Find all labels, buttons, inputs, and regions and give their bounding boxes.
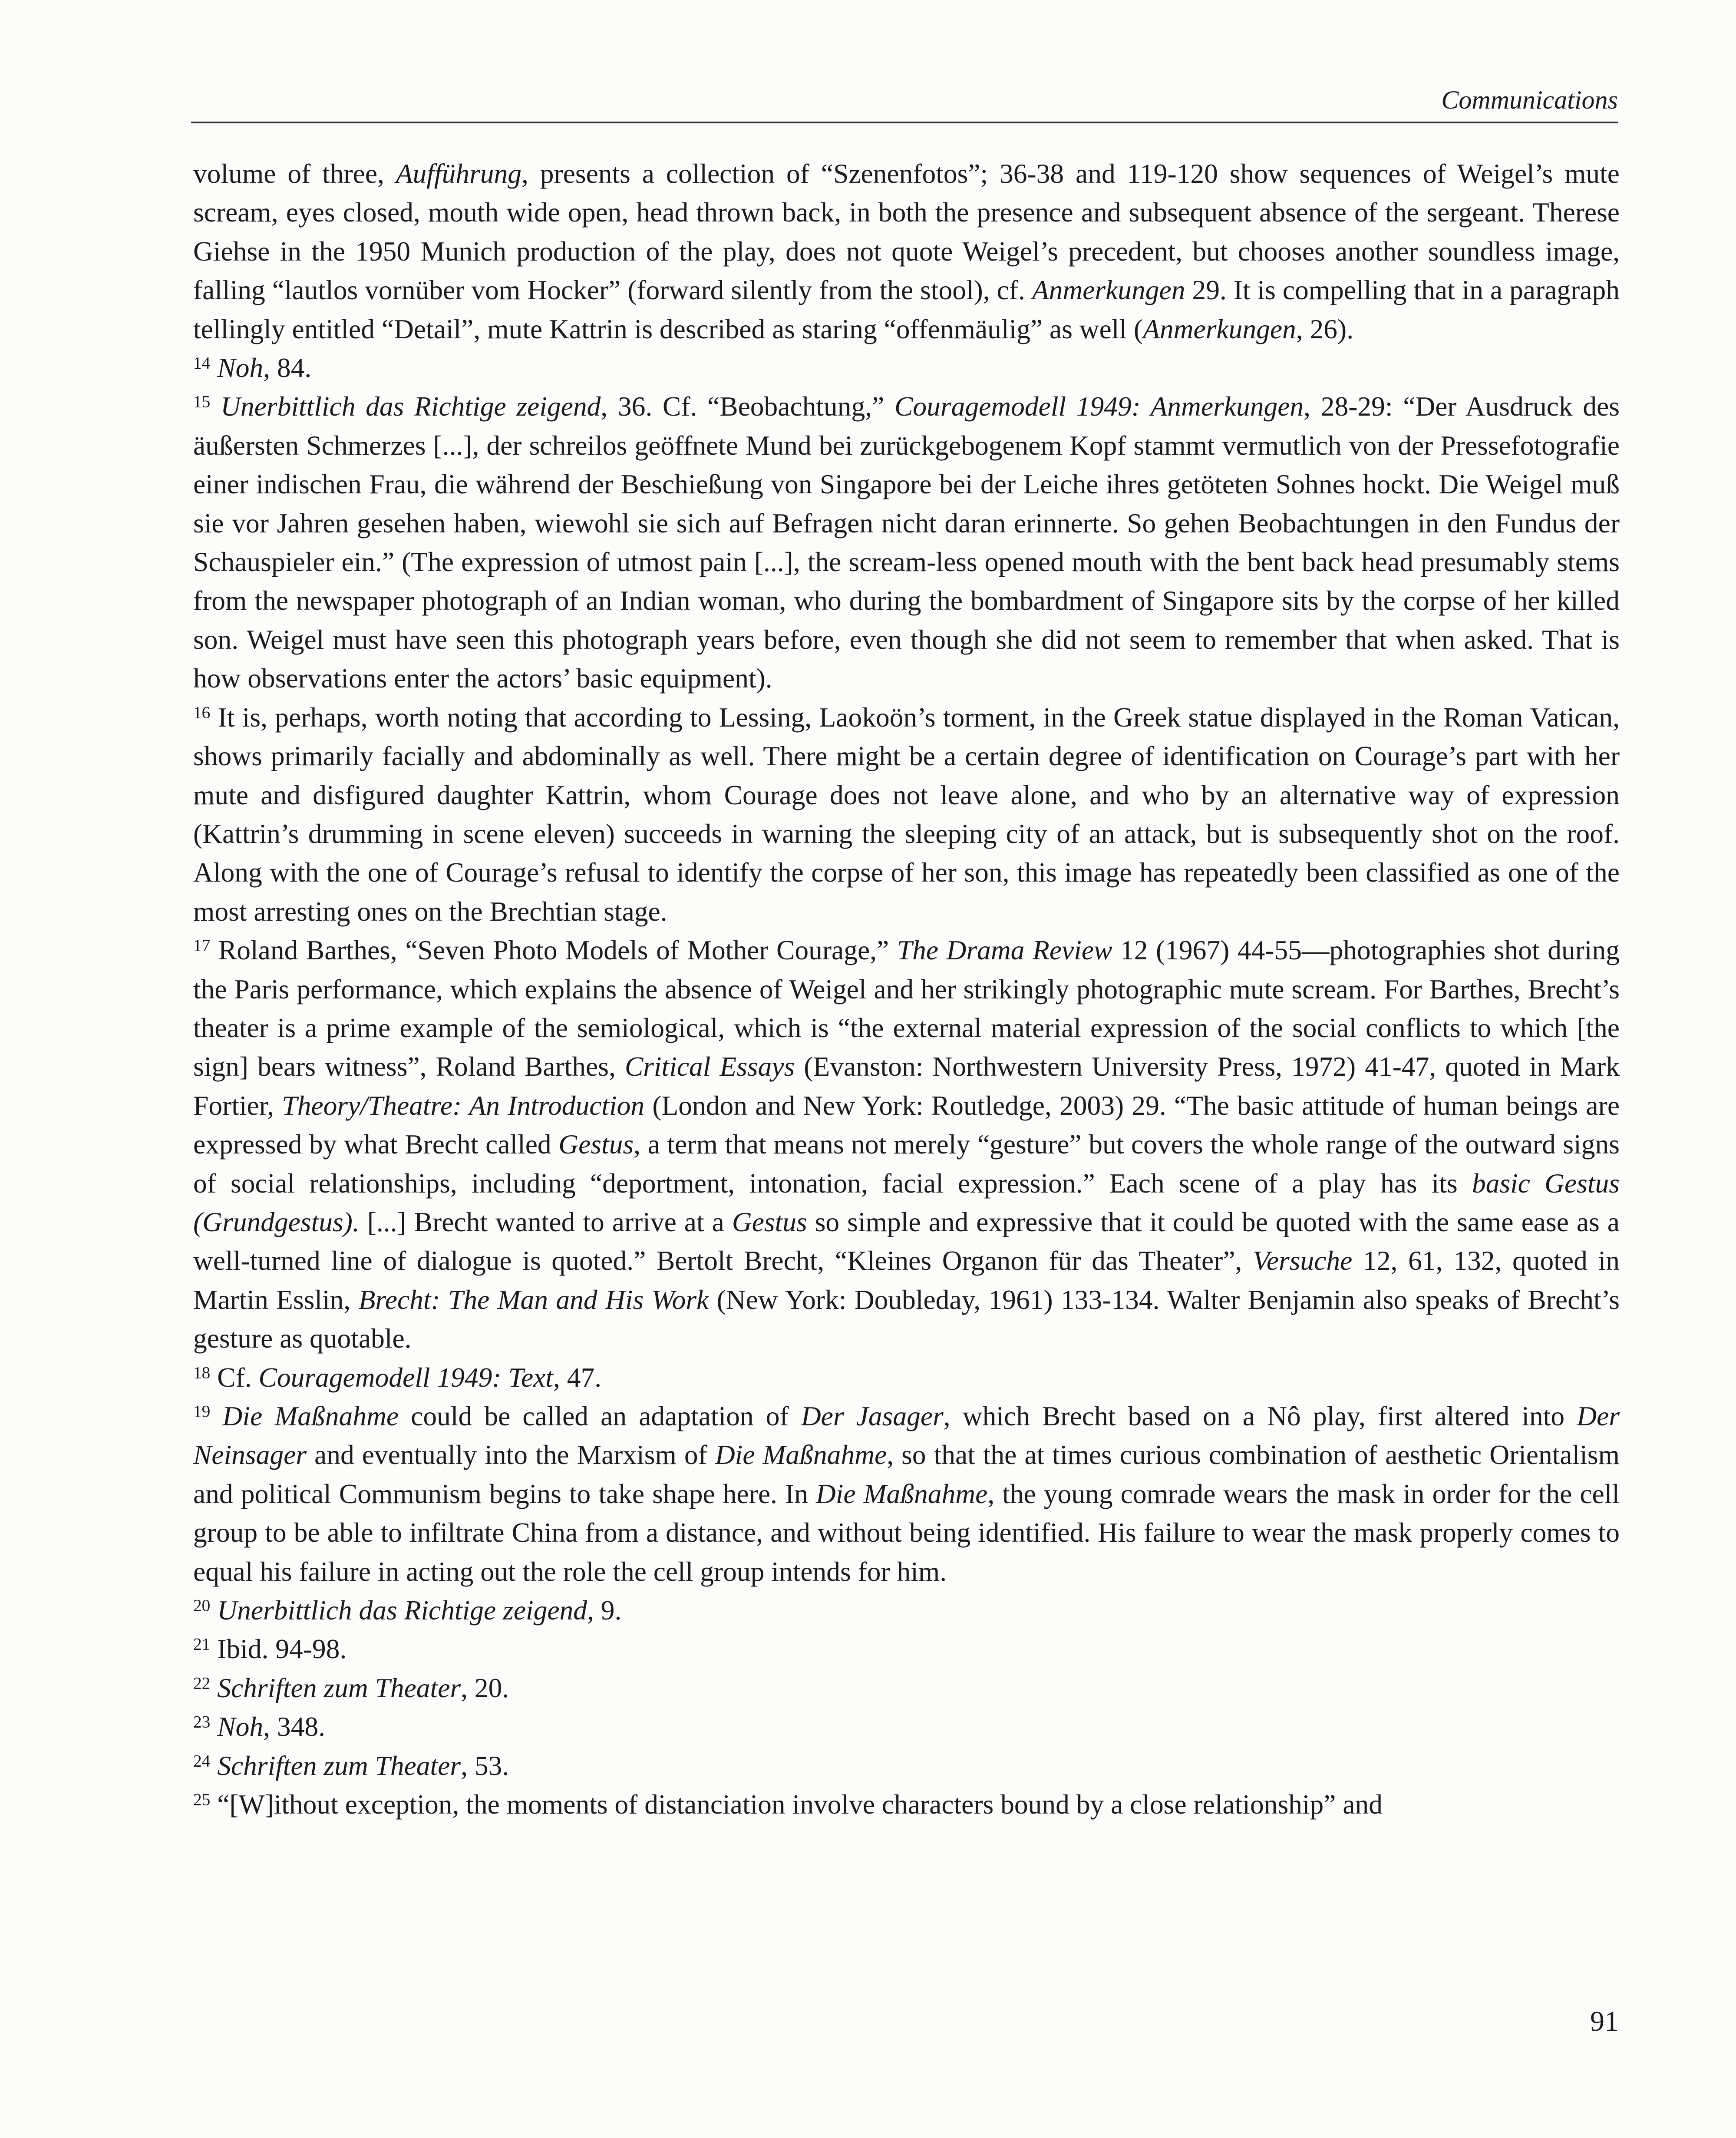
- italic-title: Aufführung: [396, 158, 522, 189]
- footnote-text: , a term that means not merely “gesture” but covers the whole range of the outward signs of social relationships, including “deportment, intonation, facial expression.” Each scene of a play has its: [193, 1129, 1620, 1199]
- footnote-text: Roland Barthes, “Seven Photo Models of Mother Courage,”: [218, 935, 897, 966]
- footnote-number: 23: [193, 1712, 211, 1732]
- footnote-text: (New York: Doubleday, 1961) 133-134. Walter Benjamin also speaks of Brecht’s gesture as quotable.: [193, 1284, 1620, 1354]
- italic-title: Noh: [217, 1711, 264, 1742]
- header-rule: [191, 122, 1618, 123]
- footnote-text: , 84.: [263, 352, 312, 383]
- italic-title: Gestus: [558, 1129, 634, 1160]
- footnote-text: , so that the at times curious combination of aesthetic Orientalism and political Communism begins to take shape here. In: [193, 1439, 1620, 1509]
- footnote-text: so simple and expressive that it could be quoted with the same ease as a well-turned line of dialogue is quoted.” Bertolt Brecht, “Kleines Organon für das Theater”,: [193, 1206, 1620, 1276]
- footnote: [193, 1669, 1620, 1707]
- footnote-text: , 36. Cf. “Beobachtung,”: [601, 391, 895, 422]
- footnote-number: 24: [193, 1751, 211, 1770]
- footnote: [193, 1629, 1620, 1668]
- footnote-number: 15: [193, 392, 211, 411]
- footnote: [193, 1785, 1620, 1824]
- italic-title: Der Jasager: [801, 1401, 944, 1431]
- italic-title: basic Gestus (Grundgestus).: [193, 1167, 1620, 1237]
- footnote-text: , the young comrade wears the mask in order for the cell group to be able to infiltrate China from a distance, and without being identified. His failure to wear the mask properly comes to equal his failure in acting out the role the cell group intends for him.: [193, 1478, 1620, 1587]
- footnote: [193, 1397, 1620, 1591]
- footnote: [193, 1746, 1620, 1785]
- footnote-text: and eventually into the Marxism of: [307, 1439, 715, 1470]
- italic-title: Versuche: [1253, 1245, 1353, 1276]
- footnote: [193, 1358, 1620, 1397]
- footnote-text: It is, perhaps, worth noting that according to Lessing, Laokoön’s torment, in the Greek statue displayed in the Roman Vatican, shows primarily facially and abdominally as well. There might be a certain degree of identification on Courage’s part with her mute and disfigured daughter Kattrin, whom Courage does not leave alone, and who by an alternative way of expression (Kattrin’s drumming in scene eleven) succeeds in warning the sleeping city of an attack, but is subsequently shot on the roof. Along with the one of Courage’s refusal to identify the corpse of her son, this image has repeatedly been classified as one of the most arresting ones on the Brechtian stage.: [193, 701, 1620, 927]
- footnote-text: 29. It is compelling that in a paragraph tellingly entitled “Detail”, mute Kattrin is described as staring “offenmäulig” as well (: [193, 274, 1620, 344]
- footnote-number: 14: [193, 353, 211, 373]
- italic-title: Brecht: The Man and His Work: [358, 1284, 709, 1315]
- footnote-text: volume of three,: [193, 158, 396, 189]
- footnote-number: 17: [193, 935, 211, 955]
- footnote-number: 18: [193, 1362, 211, 1382]
- footnote-text: , 20.: [461, 1672, 509, 1703]
- footnote-text: , 26).: [1296, 313, 1354, 344]
- page-number: 91: [1590, 2006, 1619, 2037]
- italic-title: The Drama Review: [897, 935, 1112, 966]
- italic-title: Theory/Theatre: An Introduction: [282, 1090, 645, 1121]
- footnote-number: 19: [193, 1401, 211, 1421]
- footnote: [193, 1707, 1620, 1746]
- italic-title: Unerbittlich das Richtige zeigend: [221, 391, 601, 422]
- footnote-number: 21: [193, 1634, 211, 1654]
- footnote: [193, 348, 1620, 387]
- footnote-text: (Evanston: Northwestern University Press, 1972) 41-47, quoted in Mark Fortier,: [193, 1051, 1620, 1121]
- footnote-text: , 53.: [461, 1750, 509, 1781]
- footnote: [193, 1591, 1620, 1629]
- footnote-text: “[W]ithout exception, the moments of distanciation involve characters bound by a close relationship” and: [217, 1789, 1383, 1820]
- footnote-number: 25: [193, 1790, 211, 1809]
- italic-title: Schriften zum Theater: [217, 1750, 461, 1781]
- footnote-text: (London and New York: Routledge, 2003) 29. “The basic attitude of human beings are expressed by what Brecht called: [193, 1090, 1620, 1160]
- italic-title: Schriften zum Theater: [217, 1672, 461, 1703]
- footnote-text: , 348.: [263, 1711, 325, 1742]
- footnote-text: could be called an adaptation of: [399, 1401, 801, 1431]
- italic-title: Unerbittlich das Richtige zeigend: [217, 1595, 587, 1626]
- footnote-text: , presents a collection of “Szenenfotos”; 36-38 and 119-120 show sequences of Weigel’s mute scream, eyes closed, mouth wide open, head thrown back, in both the presence and subsequent absence of the sergeant. Therese Giehse in the 1950 Munich production of the play, does not quote Weigel’s precedent, but chooses another soundless image, falling “lautlos vornüber vom Hocker” (forward silently from the stool), cf.: [193, 158, 1620, 306]
- running-head: Communications: [1441, 86, 1618, 114]
- footnote-number: 16: [193, 703, 211, 722]
- italic-title: Anmerkungen: [1143, 313, 1296, 344]
- footnote: [193, 698, 1620, 931]
- italic-title: Der Neinsager: [193, 1401, 1620, 1470]
- footnote-text: , 9.: [587, 1595, 622, 1626]
- italic-title: Gestus: [732, 1206, 807, 1237]
- italic-title: Couragemodell 1949: Text: [258, 1361, 553, 1393]
- italic-title: Die Maßnahme: [715, 1439, 887, 1470]
- italic-title: Die Maßnahme: [222, 1401, 399, 1431]
- footnote-text: 12, 61, 132, quoted in Martin Esslin,: [193, 1245, 1620, 1315]
- footnote-number: 22: [193, 1673, 211, 1693]
- footnote-text: , 47.: [553, 1361, 602, 1393]
- footnote-text: Ibid. 94-98.: [217, 1633, 347, 1665]
- footnote-text: Cf.: [217, 1361, 259, 1393]
- footnote-text: , which Brecht based on a Nô play, first altered into: [943, 1401, 1577, 1431]
- italic-title: Couragemodell 1949: Anmerkungen: [894, 391, 1304, 422]
- italic-title: Critical Essays: [624, 1051, 795, 1082]
- footnotes-body: [193, 154, 1620, 1824]
- footnote-text: [...] Brecht wanted to arrive at a: [359, 1206, 732, 1237]
- footnote: [193, 931, 1620, 1358]
- footnote-number: 20: [193, 1596, 211, 1615]
- italic-title: Noh: [217, 352, 264, 383]
- footnote-text: 12 (1967) 44-55—photographies shot during the Paris performance, which explains the absence of Weigel and her strikingly photographic mute scream. For Barthes, Brecht’s theater is a prime example of the semiological, which is “the external material expression of the social conflicts to which [the sign] bears witness”, Roland Barthes,: [193, 935, 1620, 1082]
- italic-title: Anmerkungen: [1032, 274, 1185, 306]
- footnote: [193, 154, 1620, 348]
- italic-title: Die Maßnahme: [815, 1478, 988, 1509]
- footnote: [193, 387, 1620, 697]
- footnote-text: , 28-29: “Der Ausdruck des äußersten Schmerzes [...], der schreilos geöffnete Mund bei zurückgebogenem Kopf stammt vermutlich von der Pressefotografie einer indischen Frau, die während der Beschießung von Singapore bei der Leiche ihres getöteten Sohnes hockt. Die Weigel muß sie vor Jahren gesehen haben, wiewohl sie sich auf Befragen nicht daran erinnerte. So gehen Beobachtungen in den Fundus der Schauspieler ein.” (The expression of utmost pain [...], the scream-less opened mouth with the bent back head presumably stems from the newspaper photograph of an Indian woman, who during the bombardment of Singapore sits by the corpse of her killed son. Weigel must have seen this photograph years before, even though she did not seem to remember that when asked. That is how observations enter the actors’ basic equipment).: [193, 391, 1620, 694]
